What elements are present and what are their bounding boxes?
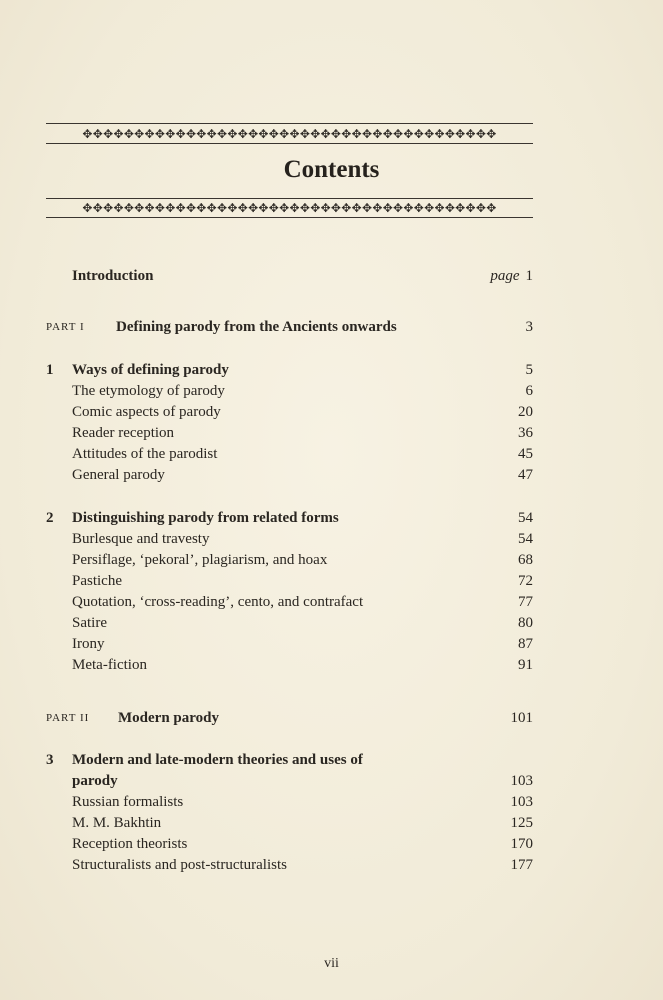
toc-section[interactable]: Quotation, ‘cross-reading’, cento, and contrafact 77 [72, 594, 533, 610]
toc-section[interactable]: Meta-fiction 91 [72, 657, 533, 673]
chapter-number: 1 [46, 362, 54, 378]
top-rule [46, 123, 533, 124]
toc-chapter-3-cont[interactable] [0, 770, 663, 792]
part-label: PART II [46, 712, 90, 724]
chapter-title: Ways of defining parody [72, 362, 229, 378]
toc-section[interactable]: Comic aspects of parody 20 [72, 404, 533, 420]
toc-section[interactable]: Russian formalists 103 [72, 794, 533, 810]
toc-section[interactable]: Pastiche 72 [72, 573, 533, 589]
toc-section[interactable]: Reception theorists 170 [72, 836, 533, 852]
part-title: Modern parody [118, 710, 219, 726]
page-title: Contents [283, 156, 380, 183]
toc-part-2[interactable] [0, 707, 663, 729]
toc-introduction[interactable] [0, 265, 663, 287]
toc-section[interactable]: General parody 47 [72, 467, 533, 483]
toc-section[interactable]: Attitudes of the parodist 45 [72, 446, 533, 462]
mid-rule-lower [46, 217, 533, 218]
toc-entry-page: page 1 [490, 268, 533, 284]
chapter-title-line1: Modern and late-modern theories and uses of [72, 752, 363, 768]
toc-entry-title: Introduction [72, 268, 154, 284]
toc-section[interactable]: The etymology of parody 6 [72, 383, 533, 399]
chapter-page: 54 [518, 510, 533, 526]
chapter-page: 5 [525, 362, 533, 378]
toc-chapter-2[interactable] [0, 507, 663, 529]
toc-part-1[interactable] [0, 316, 663, 338]
toc-section[interactable]: Satire 80 [72, 615, 533, 631]
chapter-page: 103 [510, 773, 533, 789]
toc-section[interactable]: Irony 87 [72, 636, 533, 652]
toc-section[interactable]: Persiflage, ‘pekoral’, plagiarism, and hoax 68 [72, 552, 533, 568]
top-ornament-border: ✥✥✥✥✥✥✥✥✥✥✥✥✥✥✥✥✥✥✥✥✥✥✥✥✥✥✥✥✥✥✥✥✥✥✥✥✥✥✥✥ [82, 127, 497, 141]
chapter-title-line2: parody [72, 773, 118, 789]
chapter-number: 3 [46, 752, 54, 768]
top-rule-lower [46, 143, 533, 144]
part-label: PART I [46, 321, 85, 333]
chapter-title: Distinguishing parody from related forms [72, 510, 339, 526]
bottom-ornament-border: ✥✥✥✥✥✥✥✥✥✥✥✥✥✥✥✥✥✥✥✥✥✥✥✥✥✥✥✥✥✥✥✥✥✥✥✥✥✥✥✥ [82, 201, 497, 215]
toc-section[interactable]: Structuralists and post-structuralists 177 [72, 857, 533, 873]
page-folio: vii [324, 956, 339, 971]
toc-section[interactable]: Reader reception 36 [72, 425, 533, 441]
toc-chapter-1[interactable] [0, 359, 663, 381]
chapter-number: 2 [46, 510, 54, 526]
part-page: 3 [525, 319, 533, 335]
toc-section[interactable]: M. M. Bakhtin 125 [72, 815, 533, 831]
part-title: Defining parody from the Ancients onwards [116, 319, 397, 335]
part-page: 101 [510, 710, 533, 726]
toc-chapter-3[interactable] [0, 749, 663, 771]
toc-section[interactable]: Burlesque and travesty 54 [72, 531, 533, 547]
mid-rule [46, 198, 533, 199]
